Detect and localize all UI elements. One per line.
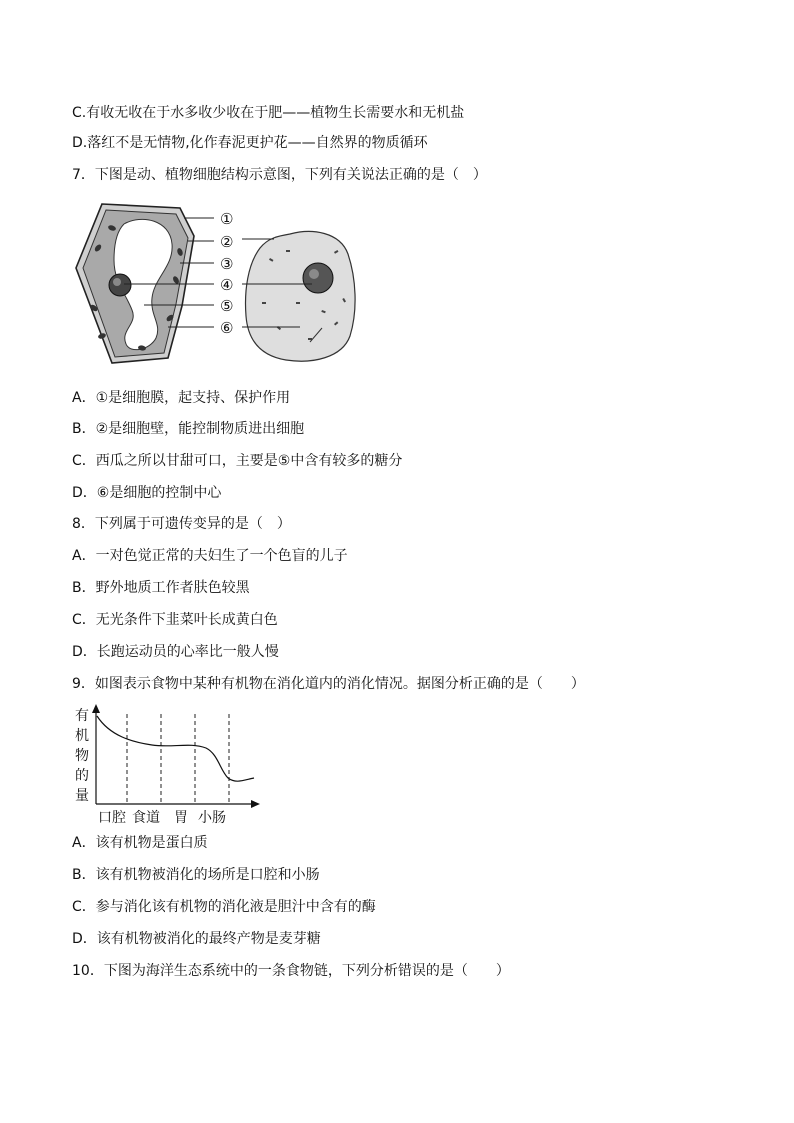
q7-option-d: D．⑥是细胞的控制中心 [72,485,222,501]
q8-option-b: B．野外地质工作者肤色较黑 [72,580,250,596]
q8-option-a: A．一对色觉正常的夫妇生了一个色盲的儿子 [72,548,348,564]
q7-option-a: A．①是细胞膜，起支持、保护作用 [72,390,291,406]
x-label-small-intestine: 小肠 [198,810,226,826]
animal-cell [246,231,356,361]
animal-cell-nucleus [303,263,333,293]
y-label-char-5: 量 [75,788,89,804]
cell-label-5: ⑤ [220,297,234,315]
q7-stem: 7．下图是动、植物细胞结构示意图，下列有关说法正确的是（ ） [72,167,487,183]
cell-structure-figure [72,198,362,370]
section-dividers [127,714,229,804]
y-label-char-1: 有 [75,708,89,724]
cell-label-2: ② [220,233,234,251]
y-label-char-3: 物 [75,748,89,764]
q10-stem: 10．下图为海洋生态系统中的一条食物链，下列分析错误的是（ ） [72,963,510,979]
x-axis-arrow [251,800,260,808]
digestion-chart [72,704,262,826]
cell-label-3: ③ [220,255,234,273]
cell-label-1: ① [220,210,234,228]
q8-stem: 8．下列属于可遗传变异的是（ ） [72,516,291,532]
cell-label-4: ④ [220,276,234,294]
q9-stem: 9．如图表示食物中某种有机物在消化道内的消化情况。据图分析正确的是（ ） [72,676,585,692]
cell-label-6: ⑥ [220,319,234,337]
x-label-stomach: 胃 [174,810,188,826]
q9-option-d: D．该有机物被消化的最终产物是麦芽糖 [72,931,321,947]
y-label-char-2: 机 [75,728,89,744]
digestion-curve [97,716,254,781]
q7-option-c: C．西瓜之所以甘甜可口，主要是⑤中含有较多的糖分 [72,453,403,469]
q8-option-d: D．长跑运动员的心率比一般人慢 [72,644,279,660]
q9-option-c: C．参与消化该有机物的消化液是胆汁中含有的酶 [72,899,376,915]
q8-option-c: C．无光条件下韭菜叶长成黄白色 [72,612,278,628]
plant-cell-nucleus [109,274,131,296]
q9-option-a: A．该有机物是蛋白质 [72,835,208,851]
x-label-mouth: 口腔 [98,810,126,826]
q9-option-b: B．该有机物被消化的场所是口腔和小肠 [72,867,320,883]
q6-option-c: C.有收无收在于水多收少收在于肥——植物生长需要水和无机盐 [72,105,465,121]
q6-option-d: D.落红不是无情物,化作春泥更护花——自然界的物质循环 [72,135,428,151]
y-label-char-4: 的 [75,768,89,784]
y-axis-arrow [92,704,100,713]
x-label-esophagus: 食道 [132,810,160,826]
q7-option-b: B．②是细胞壁，能控制物质进出细胞 [72,421,305,437]
